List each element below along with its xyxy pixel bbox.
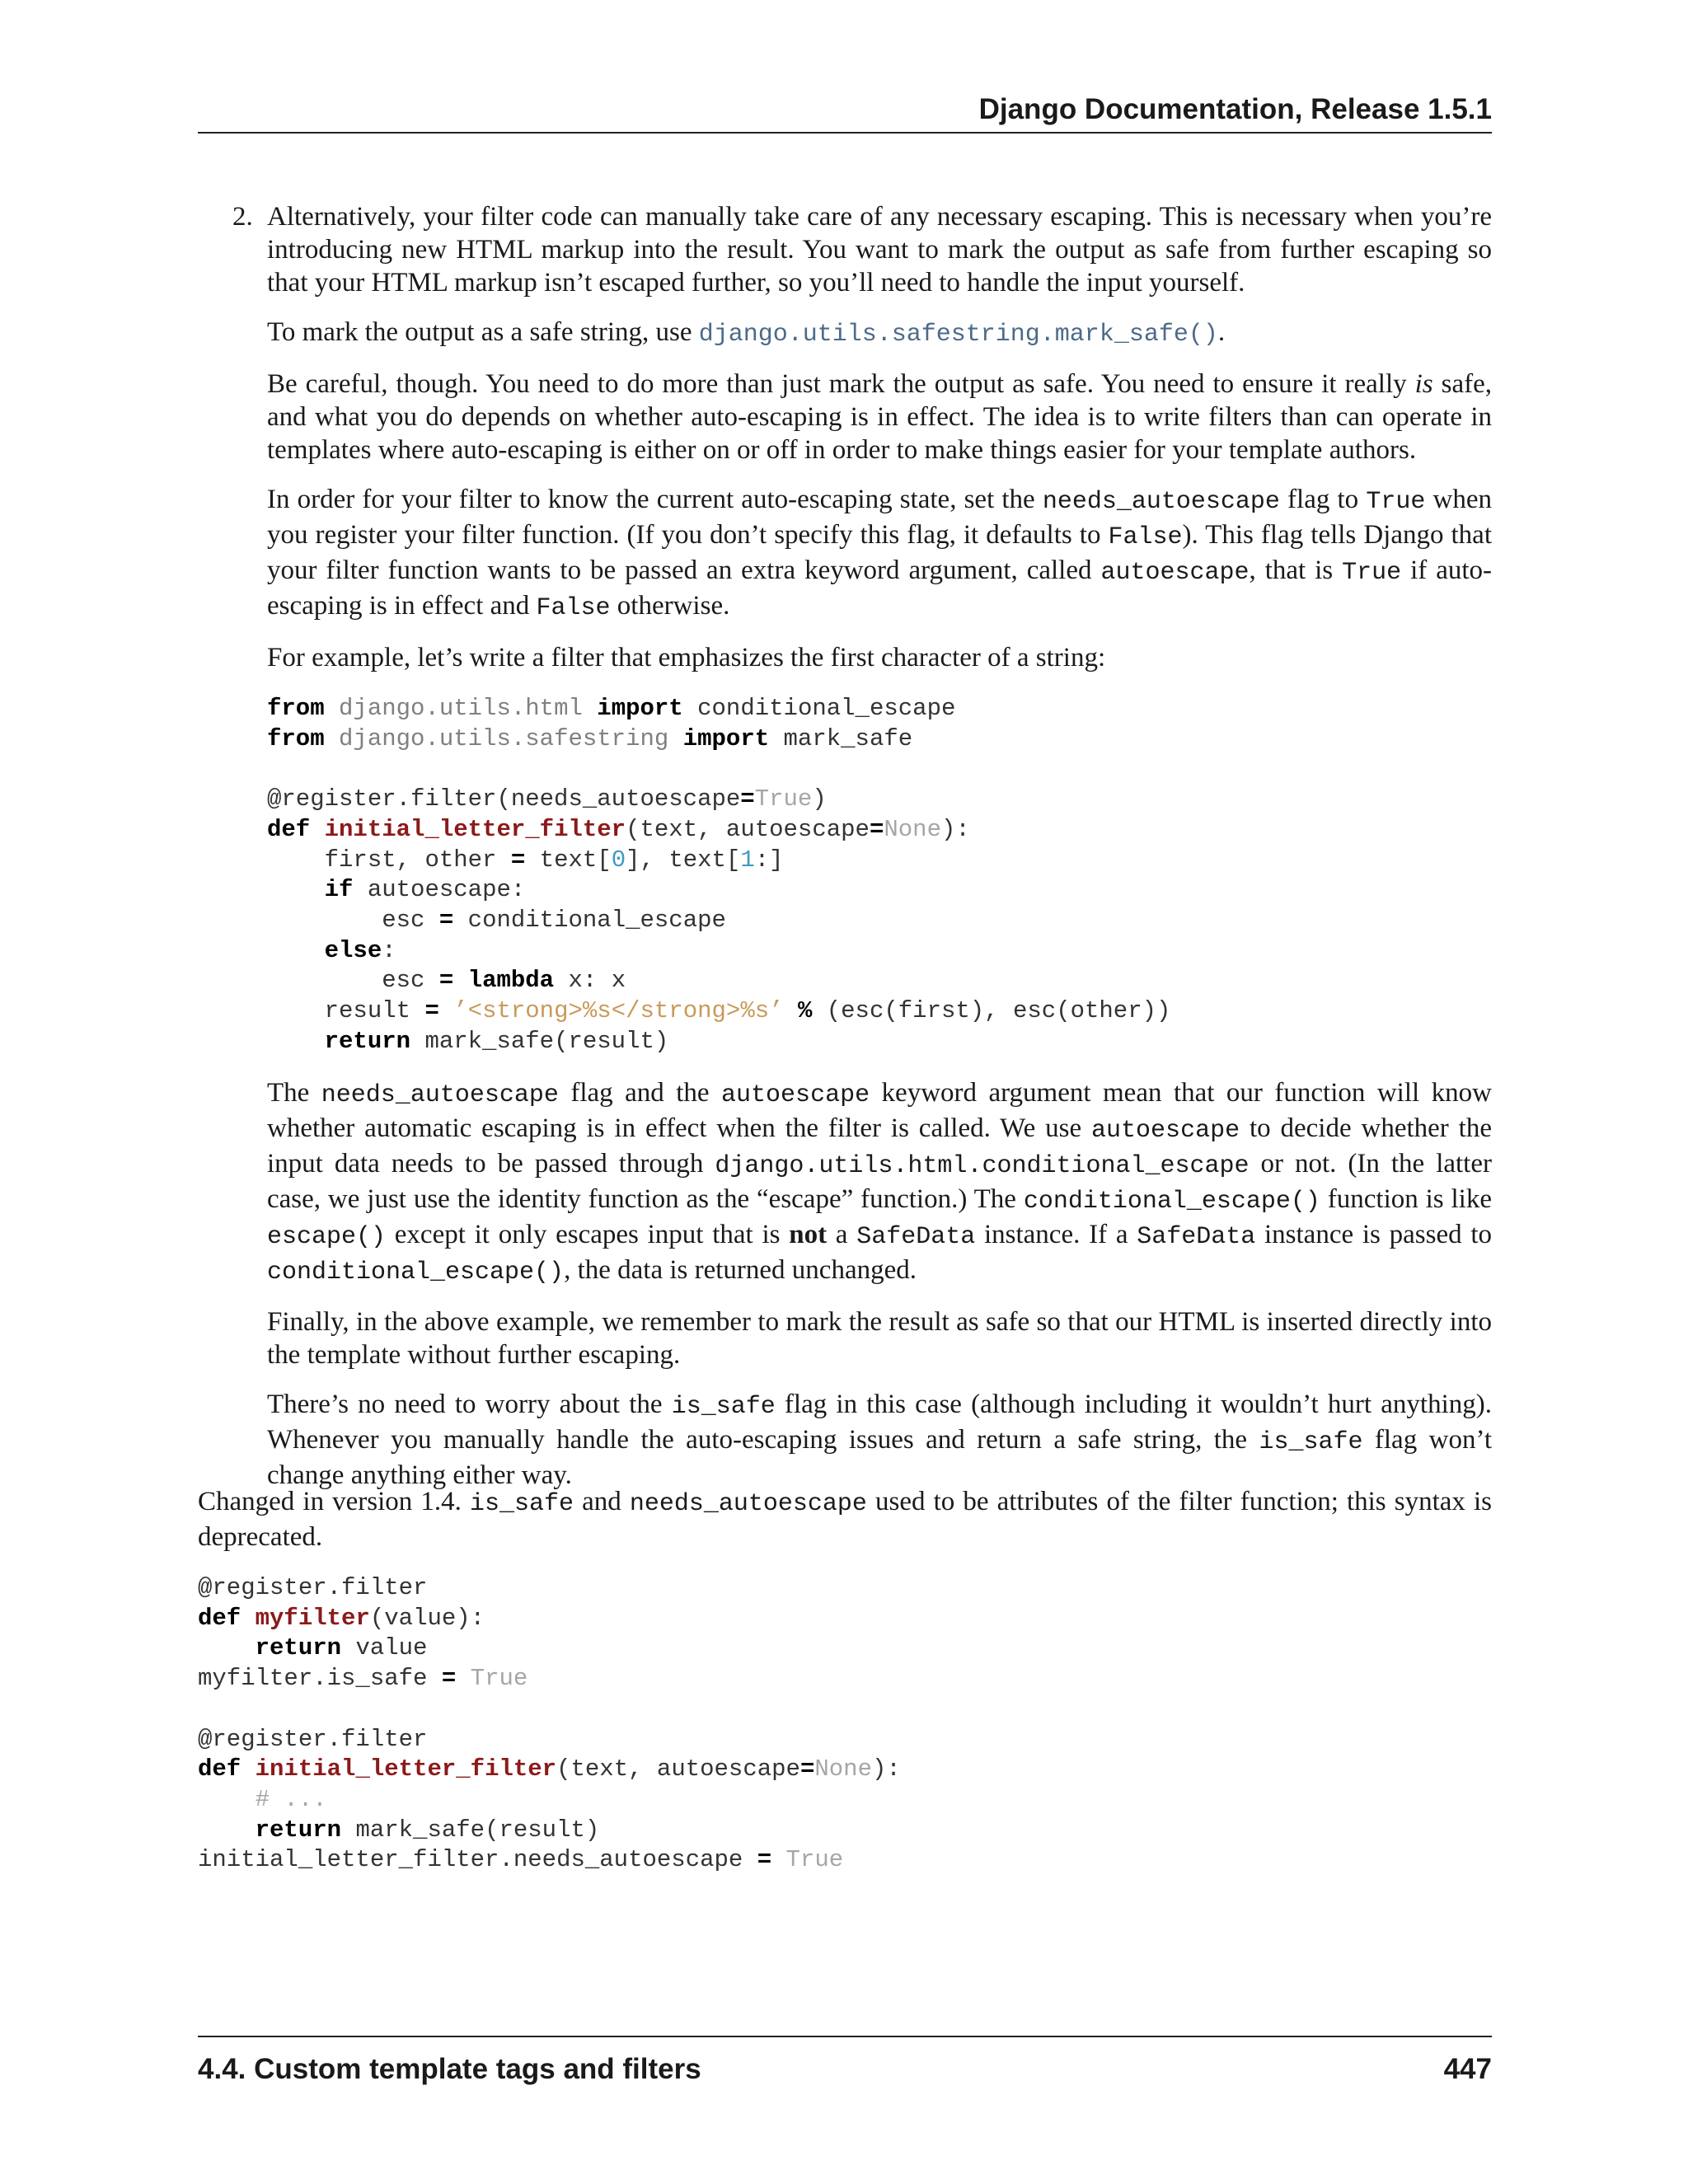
paragraph-autoescape-explanation: The needs_autoescape flag and the autoescape keyword argument mean that our function will know whether automatic escaping is in effect when the filter is called. We use autoescape to decide whether the input data needs to be passed through django.utils.html.conditional_escape or not. (In the latter case, we just use the identity function as the “escape” function.) The conditional_escape() function is like escape() except it only escapes input that is not a SafeData instance. If a SafeData instance is passed to conditional_escape(), the data is returned unchanged. <box>267 1078 1493 1287</box>
page-number: 447 <box>1443 2053 1492 2085</box>
list-item-body <box>267 200 1492 1492</box>
header-title: Django Documentation, Release 1.5.1 <box>978 93 1492 125</box>
version-changed-note: Changed in version 1.4. is_safe and needs_autoescape used to be attributes of the filter function; this syntax is deprecated. <box>198 1487 1492 1552</box>
page-header <box>198 91 1492 134</box>
paragraph-for-example: For example, let’s write a filter that emphasizes the first character of a string: <box>267 643 1106 673</box>
paragraph-alternatively: Alternatively, your filter code can manually take care of any necessary escaping. This is necessary when you’re introducing new HTML markup into the result. You want to mark the output as safe from further escaping so that your HTML markup isn’t escaped further, so you’ll need to handle the input yourself. <box>267 202 1492 298</box>
paragraph-be-careful: Be careful, though. You need to do more than just mark the output as safe. You need to ensure it really is safe, and what you do depends on whether auto-escaping is in effect. The idea is to write filters than can operate in templates where auto-escaping is either on or off in order to make things easier for your template authors. <box>267 369 1492 465</box>
paragraph-mark-safe: To mark the output as a safe string, use django.utils.safestring.mark_safe(). <box>267 317 1226 349</box>
paragraph-is-safe: There’s no need to worry about the is_safe flag in this case (although including it wouldn’t hurt anything). Whenever you manually handle the auto-escaping issues and return a safe string, the is_safe flag won’t change anything either way. <box>267 1390 1493 1491</box>
code-block-deprecated-syntax: @register.filter def myfilter(value): return value myfilter.is_safe = True @register.filter def initial_letter_filter(text, autoescape=None): # ... return mark_safe(result) initial_letter_filter.needs_autoescape = True <box>198 1574 901 1874</box>
paragraph-needs-autoescape: In order for your filter to know the current auto-escaping state, set the needs_autoescape flag to True when you register your filter function. (If you don’t specify this flag, it defaults to False). This flag tells Django that your filter function wants to be passed an extra keyword argument, called autoescape, that is True if auto-escaping is in effect and False otherwise. <box>267 485 1493 622</box>
page-footer <box>198 2036 1492 2088</box>
footer-section-title: 4.4. Custom template tags and filters <box>198 2053 701 2085</box>
code-block-initial-letter-filter: from django.utils.html import conditional_escape from django.utils.safestring import mark_safe @register.filter(needs_autoescape=True) def initial_letter_filter(text, autoescape=None): first, other = text[0], text[1:] if autoescape: esc = conditional_escape else: esc = lambda x: x result = ’<strong>%s</strong>%s’ % (esc(first), esc(other)) return mark_safe(result) <box>267 695 1171 1055</box>
list-number: 2. <box>232 202 253 232</box>
paragraph-finally: Finally, in the above example, we remember to mark the result as safe so that our HTML is inserted directly into the template without further escaping. <box>267 1307 1492 1371</box>
mark-safe-link[interactable]: django.utils.safestring.mark_safe() <box>698 321 1218 349</box>
